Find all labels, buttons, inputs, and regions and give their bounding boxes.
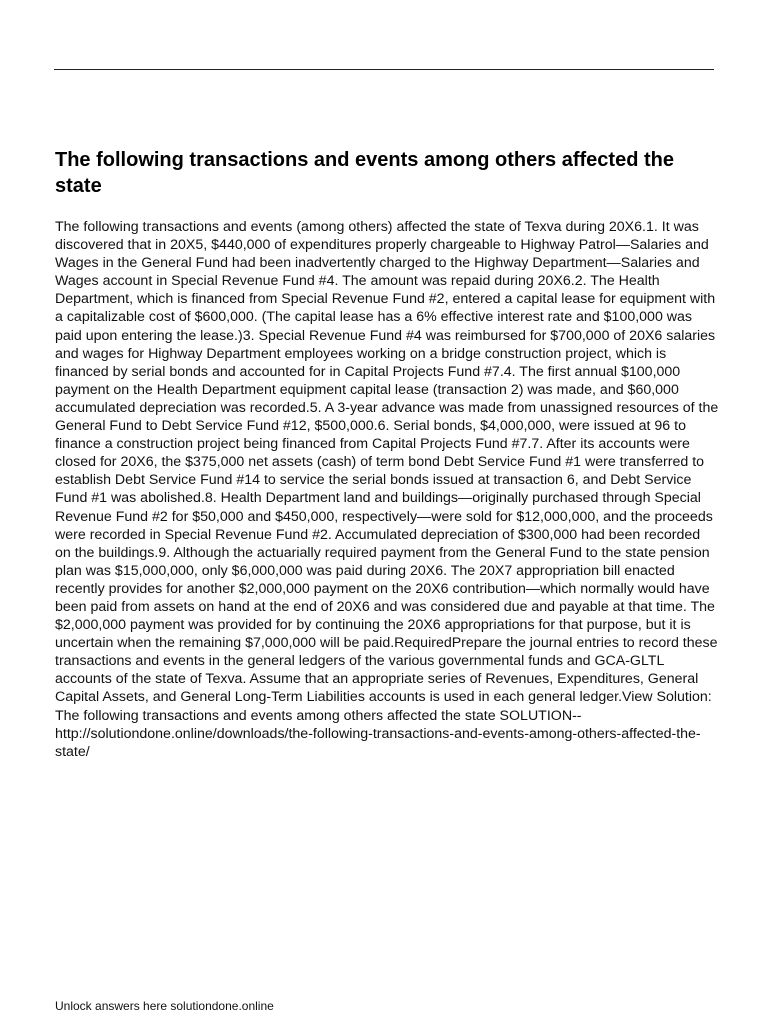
document-title: The following transactions and events among others affected the state bbox=[55, 149, 674, 197]
header-divider bbox=[54, 69, 714, 70]
document-body: The following transactions and events (among others) affected the state of Texva during 20X6.1. It was discovered that in 20X5, $440,000 of expenditures properly chargeable to Highway Patrol—Salaries and Wages in the General Fund had been inadvertently charged to the Highway Department—Salaries and Wages account in Special Revenue Fund #4. The amount was repaid during 20X6.2. The Health Department, which is financed from Special Revenue Fund #2, entered a capital lease for equipment with a capitalizable cost of $600,000. (The capital lease has a 6% effective interest rate and $100,000 was paid upon entering the lease.)3. Special Revenue Fund #4 was reimbursed for $700,000 of 20X6 salaries and wages for Highway Department employees working on a bridge construction project, which is financed by serial bonds and accounted for in Capital Projects Fund #7.4. The first annual $100,000 payment on the Health Department equipment capital lease (transaction 2) was made, and $60,000 accumulated depreciation was recorded.5. A 3-year advance was made from unassigned resources of the General Fund to Debt Service Fund #12, $500,000.6. Serial bonds, $4,000,000, were issued at 96 to finance a construction project being financed from Capital Projects Fund #7.7. After its accounts were closed for 20X6, the $375,000 net assets (cash) of term bond Debt Service Fund #1 were transferred to establish Debt Service Fund #14 to service the serial bonds issued at transaction 6, and Debt Service Fund #1 was abolished.8. Health Department land and buildings—originally purchased through Special Revenue Fund #2 for $50,000 and $450,000, respectively—were sold for $12,000,000, and the proceeds were recorded in Special Revenue Fund #2. Accumulated depreciation of $300,000 had been recorded on the buildings.9. Although the actuarially required payment from the General Fund to the state pension plan was $15,000,000, only $6,000,000 was paid during 20X6. The 20X7 appropriation bill enacted recently provides for another $2,000,000 payment on the 20X6 contribution—which normally would have been paid from assets on hand at the end of 20X6 and was considered due and payable at that time. The $2,000,000 payment was provided for by continuing the 20X6 appropriations for that purpose, but it is uncertain when the remaining $7,000,000 will be paid.RequiredPrepare the journal entries to record these transactions and events in the general ledgers of the various governmental funds and GCA-GLTL accounts of the state of Texva. Assume that an appropriate series of Revenues, Expenditures, General Capital Assets, and General Long-Term Liabilities accounts is used in each general ledger.View Solution: The following transactions and events among others affected the state SOLUTION-- http://solutiondone.online/downloads/the-following-transactions-and-events-among-others-affected-the-state/ bbox=[55, 219, 719, 760]
footer-text: Unlock answers here solutiondone.online bbox=[55, 999, 274, 1013]
